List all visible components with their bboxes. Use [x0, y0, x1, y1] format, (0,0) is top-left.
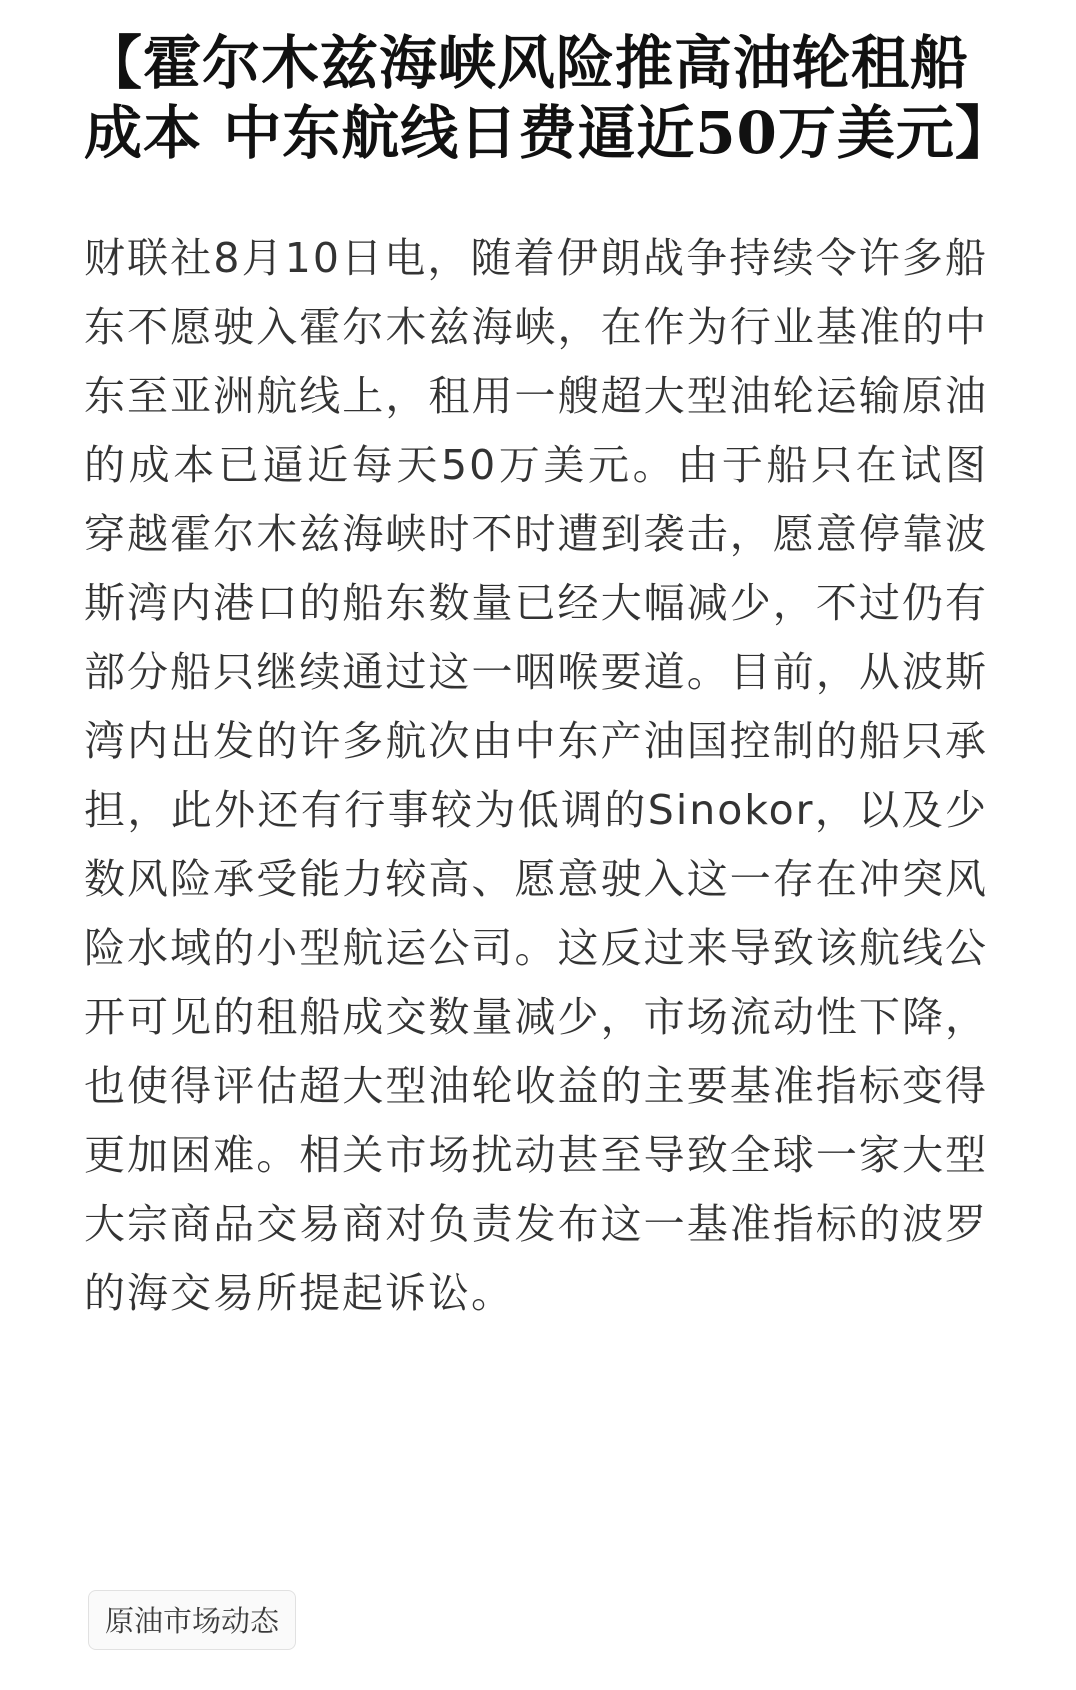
article-body: 财联社8月10日电，随着伊朗战争持续令许多船东不愿驶入霍尔木兹海峡，在作为行业基准的中东至亚洲航线上，租用一艘超大型油轮运输原油的成本已逼近每天50万美元。由于船只在试图穿越霍尔木兹海峡时不时遭到袭击，愿意停靠波斯湾内港口的船东数量已经大幅减少，不过仍有部分船只继续通过这一咽喉要道。目前，从波斯湾内出发的许多航次由中东产油国控制的船只承担，此外还有行事较为低调的Sinokor，以及少数风险承受能力较高、愿意驶入这一存在冲突风险水域的小型航运公司。这反过来导致该航线公开可见的租船成交数量减少，市场流动性下降，也使得评估超大型油轮收益的主要基准指标变得更加困难。相关市场扰动甚至导致全球一家大型大宗商品交易商对负责发布这一基准指标的波罗的海交易所提起诉讼。	[84, 234, 988, 1317]
article	[84, 28, 1014, 1328]
article-title: 【霍尔木兹海峡风险推高油轮租船成本 中东航线日费逼近50万美元】	[84, 29, 1014, 167]
topic-tag[interactable]: 原油市场动态	[88, 1590, 296, 1650]
